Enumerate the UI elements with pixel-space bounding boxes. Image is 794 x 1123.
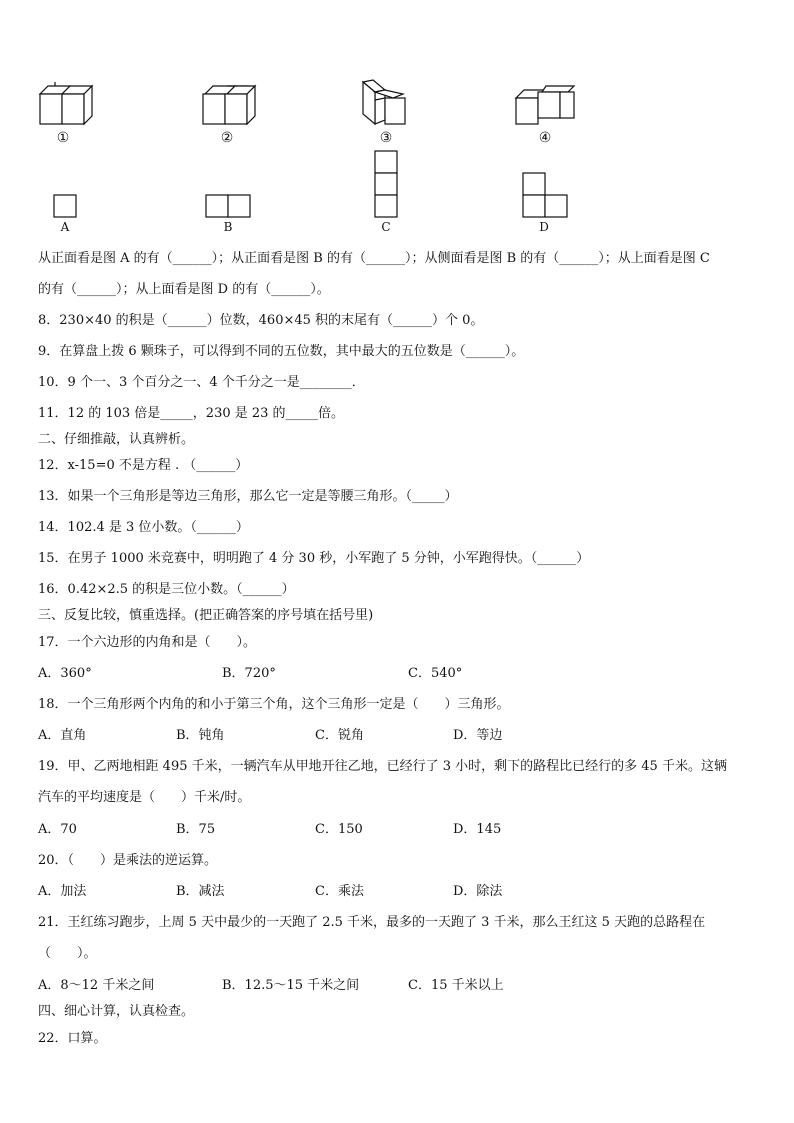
question-16: 16．0.42×2.5 的积是三位小数。（______） — [38, 582, 295, 597]
question-17: 17．一个六边形的内角和是（ ）。 — [38, 635, 257, 650]
question-11: 11．12 的 103 倍是_____，230 是 23 的_____倍。 — [38, 406, 345, 421]
question-19-line-1: 19．甲、乙两地相距 495 千米，一辆汽车从甲地开往乙地，已经行了 3 小时，剩下的路程比已经行的多 45 千米。这辆 — [38, 759, 727, 774]
solid-figure-3 — [363, 80, 411, 132]
solid-figure-2 — [203, 86, 258, 128]
question-20: 20．（ ）是乘法的逆运算。 — [38, 853, 218, 868]
q17-option-b: B．720° — [222, 666, 276, 681]
q21-option-a: A．8～12 千米之间 — [38, 978, 155, 993]
section-4-heading: 四、细心计算，认真检查。 — [38, 1004, 195, 1019]
question-8: 8．230×40 的积是（______）位数，460×45 积的末尾有（______）个 0。 — [38, 313, 484, 328]
question-10: 10．9 个一、3 个百分之一、4 个千分之一是________． — [38, 375, 365, 390]
question-19-line-2: 汽车的平均速度是（ ）千米/时。 — [38, 790, 251, 805]
q20-option-c: C．乘法 — [315, 884, 364, 899]
view-figure-a — [54, 195, 78, 219]
view-label-a: A — [60, 220, 70, 234]
q19-option-d: D．145 — [453, 822, 502, 837]
question-12: 12．x-15=0 不是方程 . （______） — [38, 458, 249, 473]
q17-option-c: C．540° — [408, 666, 463, 681]
question-21-line-1: 21．王红练习跑步，上周 5 天中最少的一天跑了 2.5 千米，最多的一天跑了 3 千米，那么王红这 5 天跑的总路程在 — [38, 915, 706, 930]
question-21-line-2: （ ）。 — [38, 946, 97, 961]
view-figure-d — [523, 173, 569, 219]
solid-label-4: ④ — [538, 130, 552, 146]
q7-line-1: 从正面看是图 A 的有（______）；从正面看是图 B 的有（______）；从侧面看是图 B 的有（______）；从上面看是图 C — [38, 251, 710, 266]
q18-option-d: D．等边 — [453, 728, 503, 743]
question-15: 15．在男子 1000 米竞赛中，明明跑了 4 分 30 秒，小军跑了 5 分钟，小军跑得快。（______） — [38, 551, 590, 566]
q17-option-a: A．360° — [38, 666, 92, 681]
q18-option-c: C．锐角 — [315, 728, 364, 743]
q21-option-c: C．15 千米以上 — [408, 978, 504, 993]
view-figure-c — [375, 151, 399, 219]
q20-option-d: D．除法 — [453, 884, 503, 899]
q20-option-b: B．减法 — [176, 884, 225, 899]
q20-option-a: A．加法 — [38, 884, 87, 899]
solid-label-1: ① — [56, 130, 70, 146]
view-label-b: B — [223, 220, 233, 234]
question-9: 9．在算盘上拨 6 颗珠子，可以得到不同的五位数，其中最大的五位数是（______）。 — [38, 344, 525, 359]
view-label-c: C — [381, 220, 391, 234]
question-14: 14．102.4 是 3 位小数。（______） — [38, 520, 249, 535]
q19-option-c: C．150 — [315, 822, 363, 837]
q19-option-b: B．75 — [176, 822, 216, 837]
question-13: 13．如果一个三角形是等边三角形，那么它一定是等腰三角形。（_____） — [38, 489, 458, 504]
solid-label-3: ③ — [379, 130, 393, 146]
q7-line-2: 的有（______）；从上面看是图 D 的有（______）。 — [38, 282, 330, 297]
solid-figure-4 — [516, 86, 578, 128]
q19-option-a: A．70 — [38, 822, 77, 837]
view-label-d: D — [539, 220, 549, 234]
view-figure-b — [206, 195, 252, 219]
q18-option-a: A．直角 — [38, 728, 87, 743]
q18-option-b: B．钝角 — [176, 728, 225, 743]
q21-option-b: B．12.5～15 千米之间 — [222, 978, 360, 993]
question-22: 22．口算。 — [38, 1031, 107, 1046]
solid-figure-1 — [40, 86, 95, 128]
section-2-heading: 二、仔细推敲，认真辨析。 — [38, 432, 195, 447]
section-3-heading: 三、反复比较，慎重选择。(把正确答案的序号填在括号里) — [38, 608, 374, 623]
solid-label-2: ② — [220, 130, 234, 146]
question-18: 18．一个三角形两个内角的和小于第三个角，这个三角形一定是（ ）三角形。 — [38, 697, 510, 712]
